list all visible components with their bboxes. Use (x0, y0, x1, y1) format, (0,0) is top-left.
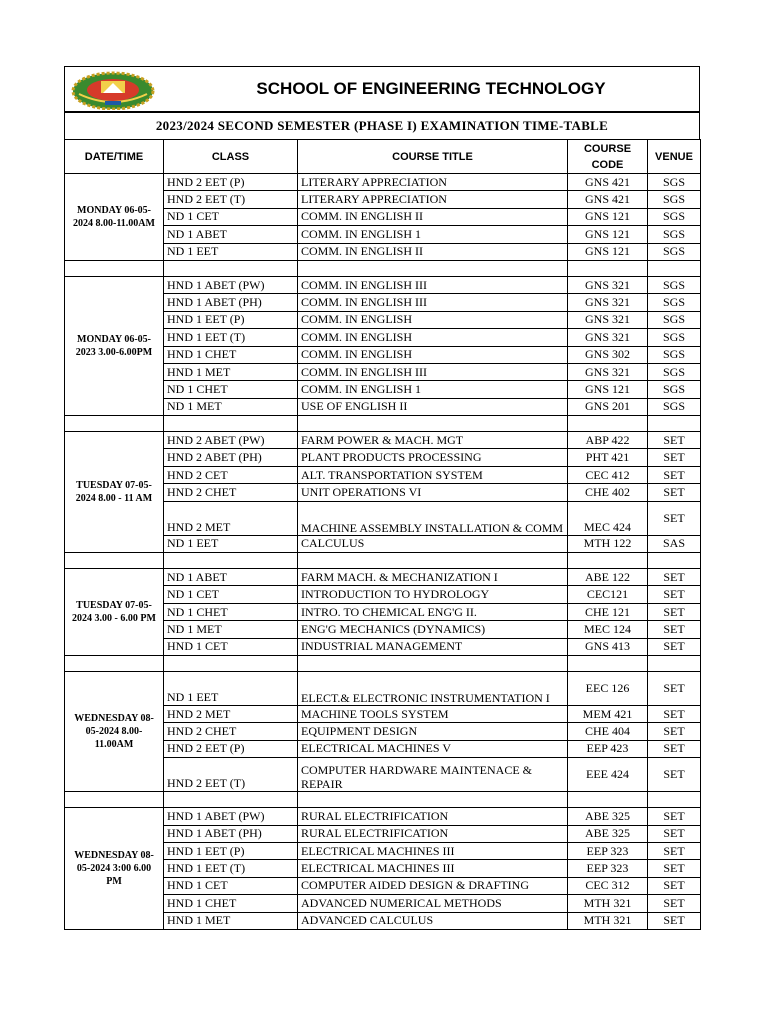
course-title-cell: LITERARY APPRECIATION (298, 191, 568, 208)
course-title-cell: COMM. IN ENGLISH 1 (298, 226, 568, 243)
venue-cell: SET (648, 758, 701, 792)
exam-timetable (64, 139, 701, 930)
class-cell: ND 1 EET (164, 243, 298, 260)
course-code-header (568, 140, 648, 174)
empty-cell (65, 553, 164, 569)
venue-cell: SET (648, 569, 701, 586)
venue-cell: SGS (648, 381, 701, 398)
class-cell: HND 1 ABET (PH) (164, 294, 298, 311)
course-code-cell: CHE 402 (568, 484, 648, 501)
class-cell: HND 2 EET (T) (164, 758, 298, 792)
table-row (65, 432, 701, 449)
course-code-cell: CEC 412 (568, 466, 648, 483)
empty-cell (648, 416, 701, 432)
class-cell: HND 2 ABET (PH) (164, 449, 298, 466)
course-code-cell: GNS 321 (568, 363, 648, 380)
course-title-cell: EQUIPMENT DESIGN (298, 723, 568, 740)
empty-cell (568, 260, 648, 276)
class-cell: HND 1 CET (164, 877, 298, 894)
empty-cell (648, 792, 701, 808)
venue-cell: SET (648, 825, 701, 842)
empty-cell (298, 553, 568, 569)
venue-cell: SGS (648, 243, 701, 260)
separator-row (65, 553, 701, 569)
class-cell: HND 2 CET (164, 466, 298, 483)
class-cell: HND 1 CHET (164, 346, 298, 363)
course-title-cell: ELECTRICAL MACHINES III (298, 842, 568, 859)
school-title: SCHOOL OF ENGINEERING TECHNOLOGY (256, 79, 606, 98)
course-code-cell: MTH 122 (568, 535, 648, 552)
table-row (65, 671, 701, 705)
empty-cell (65, 260, 164, 276)
venue-cell: SGS (648, 276, 701, 293)
class-cell: ND 1 ABET (164, 226, 298, 243)
empty-cell (298, 792, 568, 808)
venue-cell: SET (648, 912, 701, 929)
institution-crest-icon (69, 68, 157, 110)
empty-cell (568, 792, 648, 808)
timetable-document (64, 66, 700, 930)
course-code-cell: CHE 121 (568, 603, 648, 620)
separator-row (65, 655, 701, 671)
venue-cell: SET (648, 586, 701, 603)
course-code-cell: CHE 404 (568, 723, 648, 740)
class-cell: HND 2 EET (P) (164, 174, 298, 191)
course-code-cell: MTH 321 (568, 912, 648, 929)
venue-cell: SET (648, 501, 701, 535)
course-title-cell: ADVANCED CALCULUS (298, 912, 568, 929)
course-title-cell: ELECTRICAL MACHINES V (298, 740, 568, 757)
venue-cell: SGS (648, 363, 701, 380)
course-title-cell: UNIT OPERATIONS VI (298, 484, 568, 501)
venue-cell: SET (648, 484, 701, 501)
course-code-cell: MTH 321 (568, 895, 648, 912)
course-title-cell: INDUSTRIAL MANAGEMENT (298, 638, 568, 655)
course-code-cell: GNS 121 (568, 226, 648, 243)
venue-cell: SET (648, 842, 701, 859)
date-time-cell: MONDAY 06-05-2023 3.00-6.00PM (65, 276, 164, 415)
empty-cell (568, 553, 648, 569)
venue-cell: SET (648, 603, 701, 620)
course-title-cell: INTRODUCTION TO HYDROLOGY (298, 586, 568, 603)
venue-cell: SET (648, 621, 701, 638)
venue-cell: SGS (648, 398, 701, 415)
timetable-body (65, 174, 701, 930)
date-time-cell: TUESDAY 07-05-2024 8.00 - 11 AM (65, 432, 164, 553)
course-code-header-line1: COURSE (583, 142, 632, 155)
venue-cell: SET (648, 860, 701, 877)
empty-cell (648, 553, 701, 569)
course-code-cell: GNS 413 (568, 638, 648, 655)
course-code-cell: MEM 421 (568, 705, 648, 722)
venue-cell: SET (648, 449, 701, 466)
course-code-cell: GNS 201 (568, 398, 648, 415)
empty-cell (65, 792, 164, 808)
course-title-header: COURSE TITLE (298, 140, 568, 174)
class-cell: HND 2 CHET (164, 484, 298, 501)
course-title-cell: COMM. IN ENGLISH III (298, 363, 568, 380)
course-code-cell: MEC 424 (568, 501, 648, 535)
course-title-cell: MACHINE TOOLS SYSTEM (298, 705, 568, 722)
course-title-cell: ALT. TRANSPORTATION SYSTEM (298, 466, 568, 483)
course-title-cell: RURAL ELECTRIFICATION (298, 808, 568, 825)
course-title-cell: COMPUTER HARDWARE MAINTENACE & REPAIR (298, 758, 568, 792)
class-cell: HND 2 CHET (164, 723, 298, 740)
class-cell: ND 1 CET (164, 586, 298, 603)
class-cell: ND 1 MET (164, 621, 298, 638)
class-cell: ND 1 CHET (164, 603, 298, 620)
course-code-cell: GNS 121 (568, 208, 648, 225)
course-code-cell: ABE 325 (568, 808, 648, 825)
class-cell: HND 1 ABET (PW) (164, 276, 298, 293)
course-title-cell: COMM. IN ENGLISH II (298, 208, 568, 225)
course-title-cell: INTRO. TO CHEMICAL ENG'G II. (298, 603, 568, 620)
course-title-cell: ENG'G MECHANICS (DYNAMICS) (298, 621, 568, 638)
venue-cell: SET (648, 671, 701, 705)
course-title-cell: USE OF ENGLISH II (298, 398, 568, 415)
course-title-cell: COMM. IN ENGLISH (298, 311, 568, 328)
empty-cell (568, 416, 648, 432)
class-cell: HND 2 EET (T) (164, 191, 298, 208)
course-code-cell: GNS 121 (568, 381, 648, 398)
course-title-cell: FARM MACH. & MECHANIZATION I (298, 569, 568, 586)
course-code-cell: GNS 121 (568, 243, 648, 260)
course-code-cell: CEC121 (568, 586, 648, 603)
venue-cell: SGS (648, 311, 701, 328)
course-code-cell: GNS 302 (568, 346, 648, 363)
course-code-cell: EEE 424 (568, 758, 648, 792)
empty-cell (164, 792, 298, 808)
empty-cell (65, 416, 164, 432)
date-time-cell: WEDNESDAY 08-05-2024 3:00 6.00 PM (65, 808, 164, 930)
course-title-cell: ELECTRICAL MACHINES III (298, 860, 568, 877)
separator-row (65, 260, 701, 276)
course-title-cell: CALCULUS (298, 535, 568, 552)
course-title-cell: COMM. IN ENGLISH III (298, 276, 568, 293)
date-time-cell: WEDNESDAY 08-05-2024 8.00-11.00AM (65, 671, 164, 791)
course-code-cell: GNS 421 (568, 174, 648, 191)
course-code-header-line2: CODE (591, 158, 624, 171)
class-cell: HND 1 ABET (PH) (164, 825, 298, 842)
empty-cell (164, 655, 298, 671)
separator-row (65, 416, 701, 432)
course-code-cell: EEP 323 (568, 842, 648, 859)
course-title-cell: RURAL ELECTRIFICATION (298, 825, 568, 842)
empty-cell (65, 655, 164, 671)
empty-cell (298, 416, 568, 432)
class-cell: HND 2 ABET (PW) (164, 432, 298, 449)
venue-cell: SAS (648, 535, 701, 552)
venue-cell: SET (648, 877, 701, 894)
course-code-cell: GNS 321 (568, 311, 648, 328)
course-code-cell: EEC 126 (568, 671, 648, 705)
venue-cell: SGS (648, 294, 701, 311)
venue-cell: SET (648, 705, 701, 722)
venue-cell: SGS (648, 346, 701, 363)
table-row (65, 808, 701, 825)
class-cell: HND 1 EET (P) (164, 842, 298, 859)
empty-cell (568, 655, 648, 671)
venue-cell: SET (648, 466, 701, 483)
venue-cell: SGS (648, 329, 701, 346)
table-row (65, 569, 701, 586)
class-cell: ND 1 CHET (164, 381, 298, 398)
date-time-cell: MONDAY 06-05-2024 8.00-11.00AM (65, 174, 164, 261)
class-cell: HND 1 CET (164, 638, 298, 655)
venue-cell: SET (648, 895, 701, 912)
class-cell: ND 1 MET (164, 398, 298, 415)
class-cell: ND 1 EET (164, 535, 298, 552)
course-title-cell: LITERARY APPRECIATION (298, 174, 568, 191)
venue-cell: SGS (648, 208, 701, 225)
venue-cell: SGS (648, 226, 701, 243)
venue-cell: SET (648, 740, 701, 757)
empty-cell (164, 260, 298, 276)
course-title-cell: COMPUTER AIDED DESIGN & DRAFTING (298, 877, 568, 894)
course-code-cell: GNS 321 (568, 294, 648, 311)
class-cell: HND 1 EET (P) (164, 311, 298, 328)
course-code-cell: EEP 423 (568, 740, 648, 757)
class-cell: HND 1 EET (T) (164, 860, 298, 877)
course-title-cell: COMM. IN ENGLISH 1 (298, 381, 568, 398)
course-title-cell: COMM. IN ENGLISH (298, 346, 568, 363)
class-cell: HND 1 ABET (PW) (164, 808, 298, 825)
table-row (65, 276, 701, 293)
class-cell: HND 2 EET (P) (164, 740, 298, 757)
course-code-cell: CEC 312 (568, 877, 648, 894)
venue-cell: SET (648, 638, 701, 655)
date-time-header: DATE/TIME (65, 140, 164, 174)
venue-header: VENUE (648, 140, 701, 174)
empty-cell (648, 655, 701, 671)
empty-cell (164, 416, 298, 432)
venue-cell: SGS (648, 174, 701, 191)
course-code-cell: EEP 323 (568, 860, 648, 877)
venue-cell: SET (648, 808, 701, 825)
course-title-cell: COMM. IN ENGLISH (298, 329, 568, 346)
course-code-cell: PHT 421 (568, 449, 648, 466)
course-title-cell: FARM POWER & MACH. MGT (298, 432, 568, 449)
table-header-row (65, 140, 701, 174)
empty-cell (164, 553, 298, 569)
venue-cell: SET (648, 723, 701, 740)
class-cell: HND 1 EET (T) (164, 329, 298, 346)
course-code-cell: ABE 325 (568, 825, 648, 842)
date-time-cell: TUESDAY 07-05-2024 3.00 - 6.00 PM (65, 569, 164, 656)
course-title-cell: COMM. IN ENGLISH III (298, 294, 568, 311)
course-title-cell: ADVANCED NUMERICAL METHODS (298, 895, 568, 912)
table-row (65, 174, 701, 191)
class-cell: HND 2 MET (164, 705, 298, 722)
class-cell: HND 2 MET (164, 501, 298, 535)
course-code-cell: GNS 421 (568, 191, 648, 208)
course-code-cell: ABE 122 (568, 569, 648, 586)
course-code-cell: GNS 321 (568, 329, 648, 346)
class-cell: ND 1 EET (164, 671, 298, 705)
course-title-cell: MACHINE ASSEMBLY INSTALLATION & COMM (298, 501, 568, 535)
venue-cell: SGS (648, 191, 701, 208)
document-header (64, 66, 700, 111)
class-cell: HND 1 MET (164, 363, 298, 380)
course-code-cell: GNS 321 (568, 276, 648, 293)
empty-cell (298, 655, 568, 671)
course-title-cell: ELECT.& ELECTRONIC INSTRUMENTATION I (298, 671, 568, 705)
separator-row (65, 792, 701, 808)
class-cell: ND 1 ABET (164, 569, 298, 586)
course-code-cell: MEC 124 (568, 621, 648, 638)
class-cell: HND 1 CHET (164, 895, 298, 912)
course-title-cell: PLANT PRODUCTS PROCESSING (298, 449, 568, 466)
empty-cell (298, 260, 568, 276)
class-cell: ND 1 CET (164, 208, 298, 225)
timetable-subtitle: 2023/2024 SECOND SEMESTER (PHASE I) EXAMINATION TIME-TABLE (64, 111, 700, 139)
class-header: CLASS (164, 140, 298, 174)
venue-cell: SET (648, 432, 701, 449)
course-code-cell: ABP 422 (568, 432, 648, 449)
course-title-cell: COMM. IN ENGLISH II (298, 243, 568, 260)
empty-cell (648, 260, 701, 276)
class-cell: HND 1 MET (164, 912, 298, 929)
